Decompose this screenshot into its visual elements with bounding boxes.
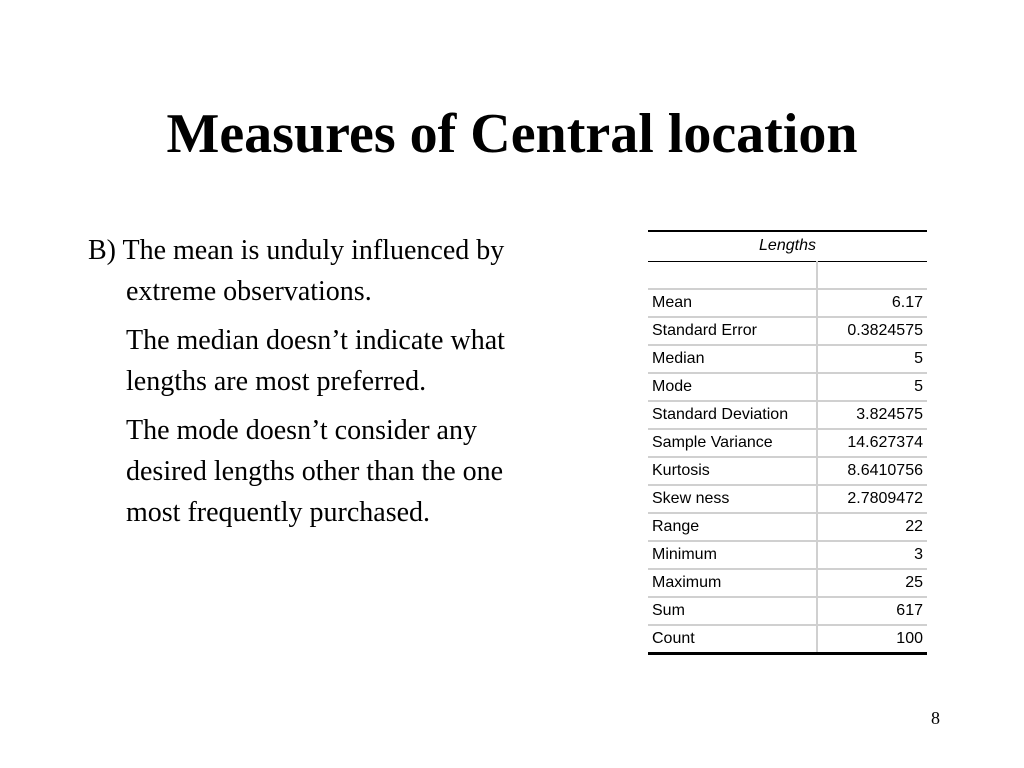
- row-label: Kurtosis: [648, 457, 817, 485]
- row-value: 100: [817, 625, 927, 653]
- table-row: [648, 261, 927, 289]
- row-label: Maximum: [648, 569, 817, 597]
- table-row: [648, 485, 927, 513]
- row-value: 3.824575: [817, 401, 927, 429]
- row-value: 3: [817, 541, 927, 569]
- table-row: [648, 373, 927, 401]
- row-label: Sample Variance: [648, 429, 817, 457]
- row-label: Mean: [648, 289, 817, 317]
- descriptive-statistics-table: [648, 230, 927, 655]
- paragraph-median: The median doesn’t indicate what lengths are most preferred.: [126, 325, 505, 397]
- row-label: Mode: [648, 373, 817, 401]
- row-value: 8.6410756: [817, 457, 927, 485]
- row-label: Skew ness: [648, 485, 817, 513]
- table-row: [648, 457, 927, 485]
- paragraph-mode: The mode doesn’t consider any desired lengths other than the one most frequently purchased.: [126, 415, 504, 528]
- page-number: 8: [931, 708, 940, 728]
- table-row: [648, 401, 927, 429]
- row-value: 2.7809472: [817, 485, 927, 513]
- slide-title: Measures of Central location: [166, 103, 858, 165]
- table-row: [648, 345, 927, 373]
- row-label: Standard Deviation: [648, 401, 817, 429]
- table-row: [648, 513, 927, 541]
- row-value: 25: [817, 569, 927, 597]
- table-row: [648, 317, 927, 345]
- table-row: [648, 569, 927, 597]
- table-row: [648, 625, 927, 653]
- slide-body: [88, 230, 548, 541]
- row-value: 617: [817, 597, 927, 625]
- table-row: [648, 541, 927, 569]
- row-value: 14.627374: [817, 429, 927, 457]
- table-header: Lengths: [648, 231, 927, 261]
- row-value: 22: [817, 513, 927, 541]
- row-value: 0.3824575: [817, 317, 927, 345]
- row-label: Minimum: [648, 541, 817, 569]
- row-label: Sum: [648, 597, 817, 625]
- row-label: Median: [648, 345, 817, 373]
- row-label: Count: [648, 625, 817, 653]
- table-row: [648, 289, 927, 317]
- row-value: 6.17: [817, 289, 927, 317]
- row-label: Standard Error: [648, 317, 817, 345]
- row-label: [648, 261, 817, 289]
- row-value: [817, 261, 927, 289]
- table-row: [648, 429, 927, 457]
- row-value: 5: [817, 373, 927, 401]
- paragraph-mean: B) The mean is unduly influenced by extreme observations.: [88, 235, 505, 307]
- row-label: Range: [648, 513, 817, 541]
- row-value: 5: [817, 345, 927, 373]
- table-row: [648, 597, 927, 625]
